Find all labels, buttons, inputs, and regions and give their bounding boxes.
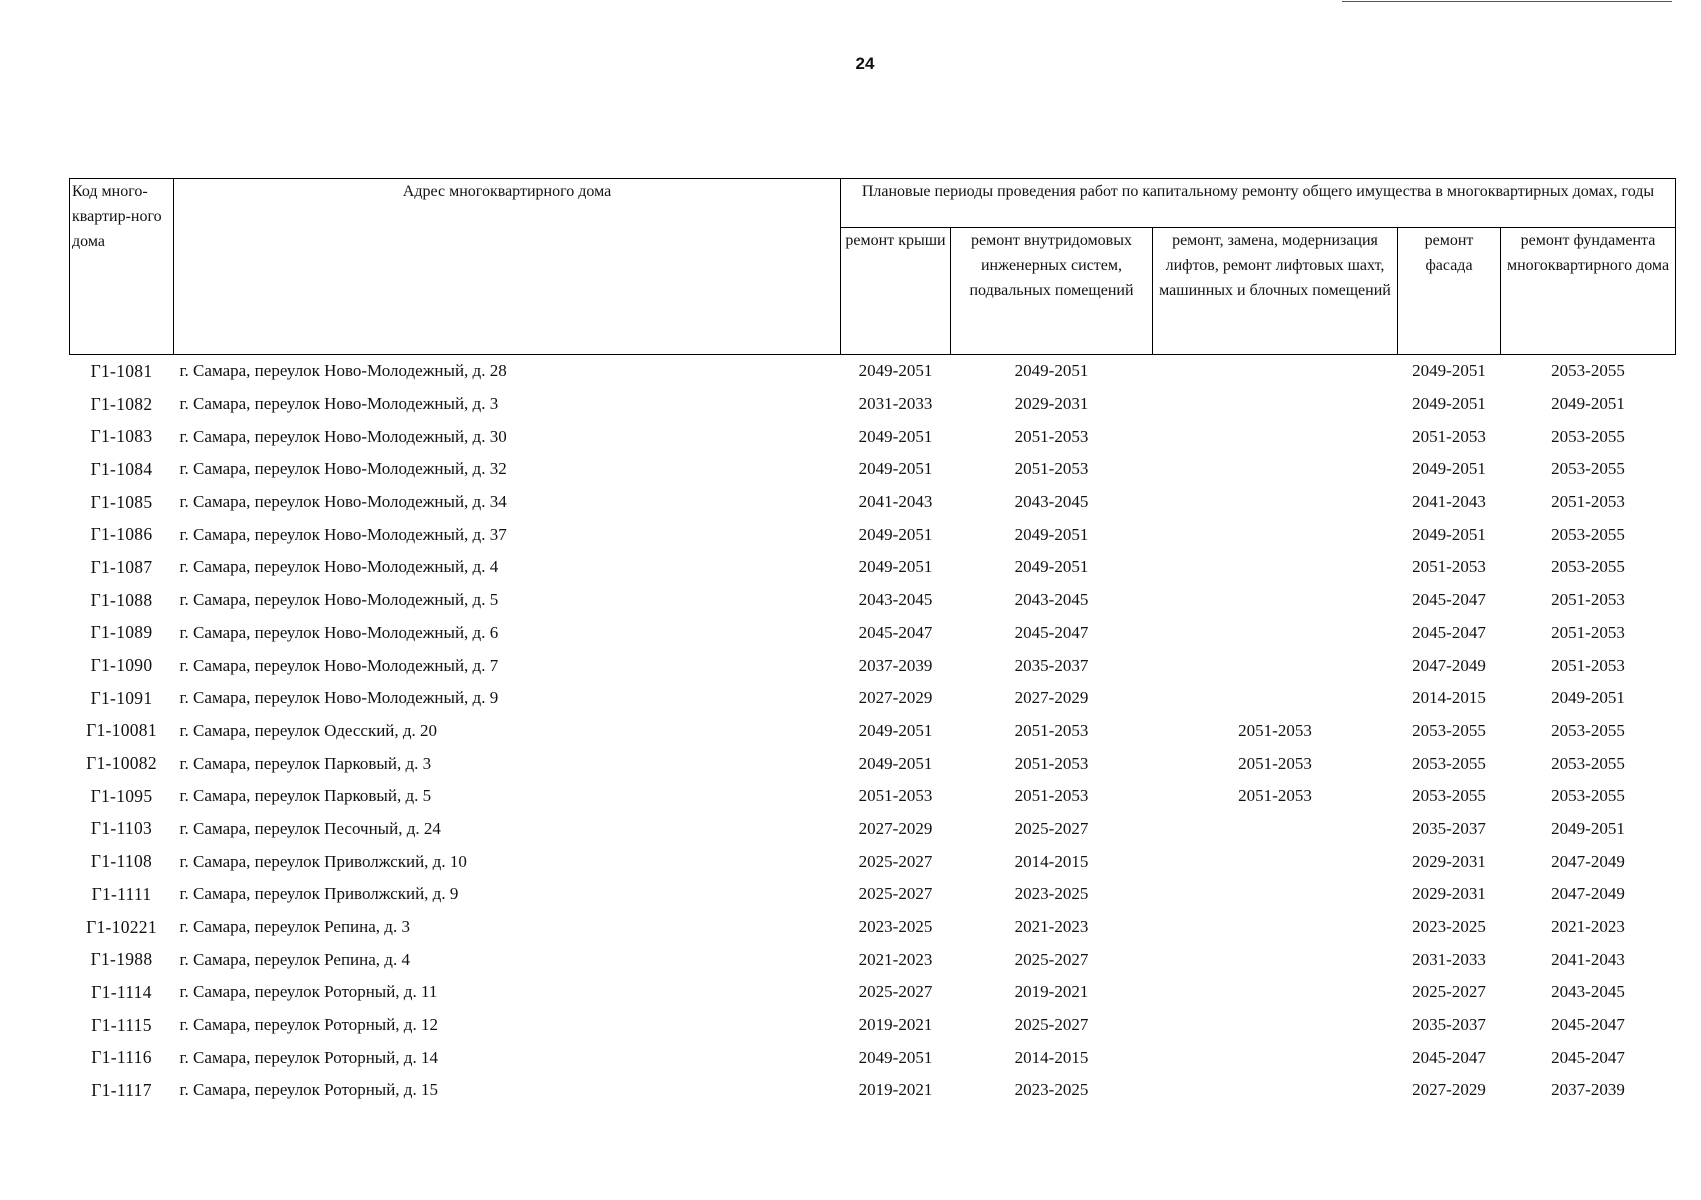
table-row — [70, 486, 1676, 519]
cell-systems: 2019-2021 — [1014, 982, 1089, 1002]
table-row — [70, 355, 1676, 388]
cell-facade: 2031-2033 — [1412, 949, 1486, 969]
cell-systems: 2025-2027 — [1014, 818, 1089, 838]
cell-facade: 2049-2051 — [1412, 459, 1486, 479]
cell-lifts — [1153, 813, 1398, 846]
cell-systems: 2051-2053 — [1014, 459, 1089, 479]
cell-systems: 2025-2027 — [1014, 1015, 1089, 1035]
cell-roof: 2025-2027 — [858, 982, 933, 1002]
table-row — [70, 682, 1676, 715]
cell-code: Г1-1081 — [90, 360, 153, 381]
cell-facade: 2053-2055 — [1412, 786, 1486, 806]
cell-lifts — [1153, 1041, 1398, 1074]
cell-address: г. Самара, переулок Ново-Молодежный, д. 4 — [179, 557, 499, 577]
cell-foundation: 2051-2053 — [1551, 655, 1625, 675]
cell-facade: 2049-2051 — [1412, 394, 1486, 414]
cell-code: Г1-1088 — [90, 589, 153, 610]
cell-systems: 2049-2051 — [1014, 524, 1089, 544]
cell-code: Г1-1087 — [90, 556, 153, 577]
cell-foundation: 2051-2053 — [1551, 492, 1625, 512]
cell-code: Г1-1988 — [90, 949, 153, 970]
table-row — [70, 715, 1676, 748]
cell-code: Г1-1084 — [90, 458, 153, 479]
cell-foundation: 2047-2049 — [1551, 851, 1625, 871]
header-code: Код много-квартир-ного дома — [70, 179, 174, 355]
table-row — [70, 420, 1676, 453]
table-row — [70, 780, 1676, 813]
cell-address: г. Самара, переулок Роторный, д. 15 — [179, 1080, 438, 1100]
header-roof: ремонт крыши — [841, 228, 951, 355]
table-row — [70, 649, 1676, 682]
cell-foundation: 2053-2055 — [1551, 459, 1625, 479]
cell-address: г. Самара, переулок Роторный, д. 12 — [179, 1015, 438, 1035]
table-row — [70, 388, 1676, 421]
cell-lifts — [1153, 976, 1398, 1009]
cell-lifts — [1153, 388, 1398, 421]
cell-lifts — [1153, 845, 1398, 878]
cell-address: г. Самара, переулок Роторный, д. 14 — [179, 1047, 438, 1067]
cell-lifts — [1153, 584, 1398, 617]
cell-foundation: 2045-2047 — [1551, 1015, 1625, 1035]
cell-foundation: 2053-2055 — [1551, 426, 1625, 446]
cell-facade: 2023-2025 — [1412, 917, 1486, 937]
cell-address: г. Самара, переулок Ново-Молодежный, д. 32 — [179, 459, 507, 479]
cell-foundation: 2053-2055 — [1551, 753, 1625, 773]
cell-address: г. Самара, переулок Ново-Молодежный, д. 9 — [179, 688, 499, 708]
cell-address: г. Самара, переулок Репина, д. 3 — [179, 917, 410, 937]
cell-systems: 2014-2015 — [1014, 1047, 1089, 1067]
table-row — [70, 747, 1676, 780]
cell-systems: 2051-2053 — [1014, 786, 1089, 806]
top-divider-line — [1342, 1, 1672, 2]
table-row — [70, 1009, 1676, 1042]
cell-systems: 2051-2053 — [1014, 753, 1089, 773]
cell-lifts — [1153, 518, 1398, 551]
cell-roof: 2049-2051 — [858, 720, 933, 740]
cell-address: г. Самара, переулок Ново-Молодежный, д. 34 — [179, 492, 507, 512]
cell-address: г. Самара, переулок Ново-Молодежный, д. 6 — [179, 622, 499, 642]
cell-code: Г1-1090 — [90, 655, 153, 676]
table-row — [70, 518, 1676, 551]
cell-foundation: 2053-2055 — [1551, 524, 1625, 544]
cell-roof: 2049-2051 — [858, 361, 933, 381]
cell-code: Г1-1086 — [90, 524, 153, 545]
cell-lifts — [1153, 943, 1398, 976]
table-row — [70, 551, 1676, 584]
cell-facade: 2045-2047 — [1412, 622, 1486, 642]
cell-lifts — [1153, 355, 1398, 388]
cell-lifts — [1153, 551, 1398, 584]
cell-systems: 2014-2015 — [1014, 851, 1089, 871]
table-row — [70, 1074, 1676, 1107]
cell-foundation: 2037-2039 — [1551, 1080, 1625, 1100]
cell-roof: 2019-2021 — [858, 1080, 933, 1100]
cell-code: Г1-1108 — [90, 851, 153, 872]
cell-code: Г1-1091 — [90, 687, 153, 708]
table-row — [70, 911, 1676, 944]
cell-systems: 2043-2045 — [1014, 492, 1089, 512]
cell-foundation: 2021-2023 — [1551, 917, 1625, 937]
cell-code: Г1-1095 — [90, 785, 153, 806]
cell-roof: 2049-2051 — [858, 1047, 933, 1067]
cell-systems: 2025-2027 — [1014, 949, 1089, 969]
cell-roof: 2045-2047 — [858, 622, 933, 642]
page-number: 24 — [855, 54, 875, 73]
cell-systems: 2027-2029 — [1014, 688, 1089, 708]
cell-code: Г1-1117 — [91, 1079, 152, 1100]
cell-systems: 2049-2051 — [1014, 557, 1089, 577]
cell-foundation: 2049-2051 — [1551, 688, 1625, 708]
header-row-top — [70, 179, 1676, 228]
cell-facade: 2045-2047 — [1412, 1047, 1486, 1067]
header-facade: ремонт фасада — [1398, 228, 1501, 355]
cell-facade: 2029-2031 — [1412, 884, 1486, 904]
cell-lifts: 2051-2053 — [1238, 786, 1312, 806]
cell-lifts — [1153, 486, 1398, 519]
cell-roof: 2051-2053 — [858, 786, 933, 806]
cell-facade: 2035-2037 — [1412, 818, 1486, 838]
cell-code: Г1-1103 — [90, 818, 153, 839]
cell-systems: 2045-2047 — [1014, 622, 1089, 642]
cell-roof: 2049-2051 — [858, 459, 933, 479]
cell-roof: 2031-2033 — [858, 394, 933, 414]
cell-address: г. Самара, переулок Репина, д. 4 — [179, 949, 410, 969]
cell-address: г. Самара, переулок Роторный, д. 11 — [179, 982, 438, 1002]
cell-address: г. Самара, переулок Ново-Молодежный, д. 28 — [179, 361, 507, 381]
cell-foundation: 2053-2055 — [1551, 786, 1625, 806]
cell-lifts: 2051-2053 — [1238, 753, 1312, 773]
cell-code: Г1-10082 — [86, 753, 157, 774]
cell-systems: 2043-2045 — [1014, 590, 1089, 610]
cell-roof: 2043-2045 — [858, 590, 933, 610]
cell-address: г. Самара, переулок Ново-Молодежный, д. 5 — [179, 590, 499, 610]
cell-roof: 2019-2021 — [858, 1015, 933, 1035]
cell-lifts — [1153, 649, 1398, 682]
cell-foundation: 2041-2043 — [1551, 949, 1625, 969]
header-foundation: ремонт фундамента многоквартирного дома — [1501, 228, 1676, 355]
cell-facade: 2049-2051 — [1412, 524, 1486, 544]
cell-code: Г1-1111 — [91, 883, 152, 904]
cell-roof: 2025-2027 — [858, 884, 933, 904]
cell-code: Г1-10081 — [86, 720, 157, 741]
cell-lifts — [1153, 453, 1398, 486]
cell-address: г. Самара, переулок Ново-Молодежный, д. 37 — [179, 524, 507, 544]
cell-lifts — [1153, 1009, 1398, 1042]
cell-address: г. Самара, переулок Ново-Молодежный, д. 3 — [179, 394, 499, 414]
cell-facade: 2049-2051 — [1412, 361, 1486, 381]
cell-address: г. Самара, переулок Песочный, д. 24 — [179, 818, 441, 838]
header-systems: ремонт внутридомовых инженерных систем, подвальных помещений — [951, 228, 1153, 355]
cell-systems: 2051-2053 — [1014, 426, 1089, 446]
cell-foundation: 2053-2055 — [1551, 361, 1625, 381]
cell-roof: 2049-2051 — [858, 557, 933, 577]
cell-lifts: 2051-2053 — [1238, 720, 1312, 740]
header-periods: Плановые периоды проведения работ по капитальному ремонту общего имущества в многоквартирных домах, годы — [841, 179, 1676, 228]
cell-code: Г1-1085 — [90, 491, 153, 512]
cell-roof: 2049-2051 — [858, 524, 933, 544]
cell-systems: 2049-2051 — [1014, 361, 1089, 381]
cell-foundation: 2049-2051 — [1551, 818, 1625, 838]
cell-lifts — [1153, 1074, 1398, 1107]
cell-address: г. Самара, переулок Ново-Молодежный, д. 7 — [179, 655, 499, 675]
cell-roof: 2027-2029 — [858, 818, 933, 838]
cell-facade: 2047-2049 — [1412, 655, 1486, 675]
table-row — [70, 617, 1676, 650]
cell-address: г. Самара, переулок Одесский, д. 20 — [179, 720, 438, 740]
cell-lifts — [1153, 617, 1398, 650]
cell-foundation: 2051-2053 — [1551, 622, 1625, 642]
cell-facade: 2041-2043 — [1412, 492, 1486, 512]
cell-foundation: 2049-2051 — [1551, 394, 1625, 414]
cell-roof: 2023-2025 — [858, 917, 933, 937]
cell-address: г. Самара, переулок Приволжский, д. 10 — [179, 851, 467, 871]
cell-roof: 2025-2027 — [858, 851, 933, 871]
table-row — [70, 976, 1676, 1009]
cell-lifts — [1153, 682, 1398, 715]
cell-facade: 2014-2015 — [1412, 688, 1486, 708]
cell-roof: 2049-2051 — [858, 426, 933, 446]
cell-systems: 2035-2037 — [1014, 655, 1089, 675]
repair-schedule-table — [69, 178, 1676, 1107]
cell-systems: 2023-2025 — [1014, 884, 1089, 904]
cell-systems: 2021-2023 — [1014, 917, 1089, 937]
cell-lifts — [1153, 420, 1398, 453]
table-row — [70, 813, 1676, 846]
cell-address: г. Самара, переулок Парковый, д. 5 — [179, 786, 432, 806]
cell-lifts — [1153, 878, 1398, 911]
cell-systems: 2023-2025 — [1014, 1080, 1089, 1100]
cell-facade: 2051-2053 — [1412, 557, 1486, 577]
cell-facade: 2051-2053 — [1412, 426, 1486, 446]
cell-foundation: 2045-2047 — [1551, 1047, 1625, 1067]
table-row — [70, 453, 1676, 486]
cell-facade: 2025-2027 — [1412, 982, 1486, 1002]
cell-code: Г1-1115 — [91, 1014, 152, 1035]
table-row — [70, 1041, 1676, 1074]
cell-facade: 2035-2037 — [1412, 1015, 1486, 1035]
header-lifts: ремонт, замена, модернизация лифтов, ремонт лифтовых шахт, машинных и блочных помещений — [1153, 228, 1398, 355]
cell-code: Г1-1114 — [91, 981, 152, 1002]
table-row — [70, 584, 1676, 617]
cell-address: г. Самара, переулок Ново-Молодежный, д. 30 — [179, 426, 507, 446]
cell-code: Г1-1116 — [91, 1047, 152, 1068]
cell-foundation: 2051-2053 — [1551, 590, 1625, 610]
cell-roof: 2041-2043 — [858, 492, 933, 512]
cell-roof: 2027-2029 — [858, 688, 933, 708]
cell-facade: 2027-2029 — [1412, 1080, 1486, 1100]
table-header — [70, 179, 1676, 355]
cell-facade: 2045-2047 — [1412, 590, 1486, 610]
cell-foundation: 2047-2049 — [1551, 884, 1625, 904]
cell-roof: 2037-2039 — [858, 655, 933, 675]
cell-code: Г1-10221 — [86, 916, 157, 937]
cell-code: Г1-1089 — [90, 622, 153, 643]
cell-foundation: 2053-2055 — [1551, 720, 1625, 740]
cell-lifts — [1153, 911, 1398, 944]
cell-systems: 2051-2053 — [1014, 720, 1089, 740]
cell-address: г. Самара, переулок Приволжский, д. 9 — [179, 884, 459, 904]
cell-facade: 2053-2055 — [1412, 753, 1486, 773]
cell-foundation: 2043-2045 — [1551, 982, 1625, 1002]
table-row — [70, 878, 1676, 911]
table-body — [70, 355, 1676, 1107]
cell-code: Г1-1082 — [90, 393, 153, 414]
table-row — [70, 943, 1676, 976]
table-row — [70, 845, 1676, 878]
cell-roof: 2049-2051 — [858, 753, 933, 773]
cell-facade: 2053-2055 — [1412, 720, 1486, 740]
cell-roof: 2021-2023 — [858, 949, 933, 969]
cell-systems: 2029-2031 — [1014, 394, 1089, 414]
cell-address: г. Самара, переулок Парковый, д. 3 — [179, 753, 432, 773]
header-address: Адрес многоквартирного дома — [174, 179, 841, 355]
cell-code: Г1-1083 — [90, 426, 153, 447]
cell-facade: 2029-2031 — [1412, 851, 1486, 871]
cell-foundation: 2053-2055 — [1551, 557, 1625, 577]
